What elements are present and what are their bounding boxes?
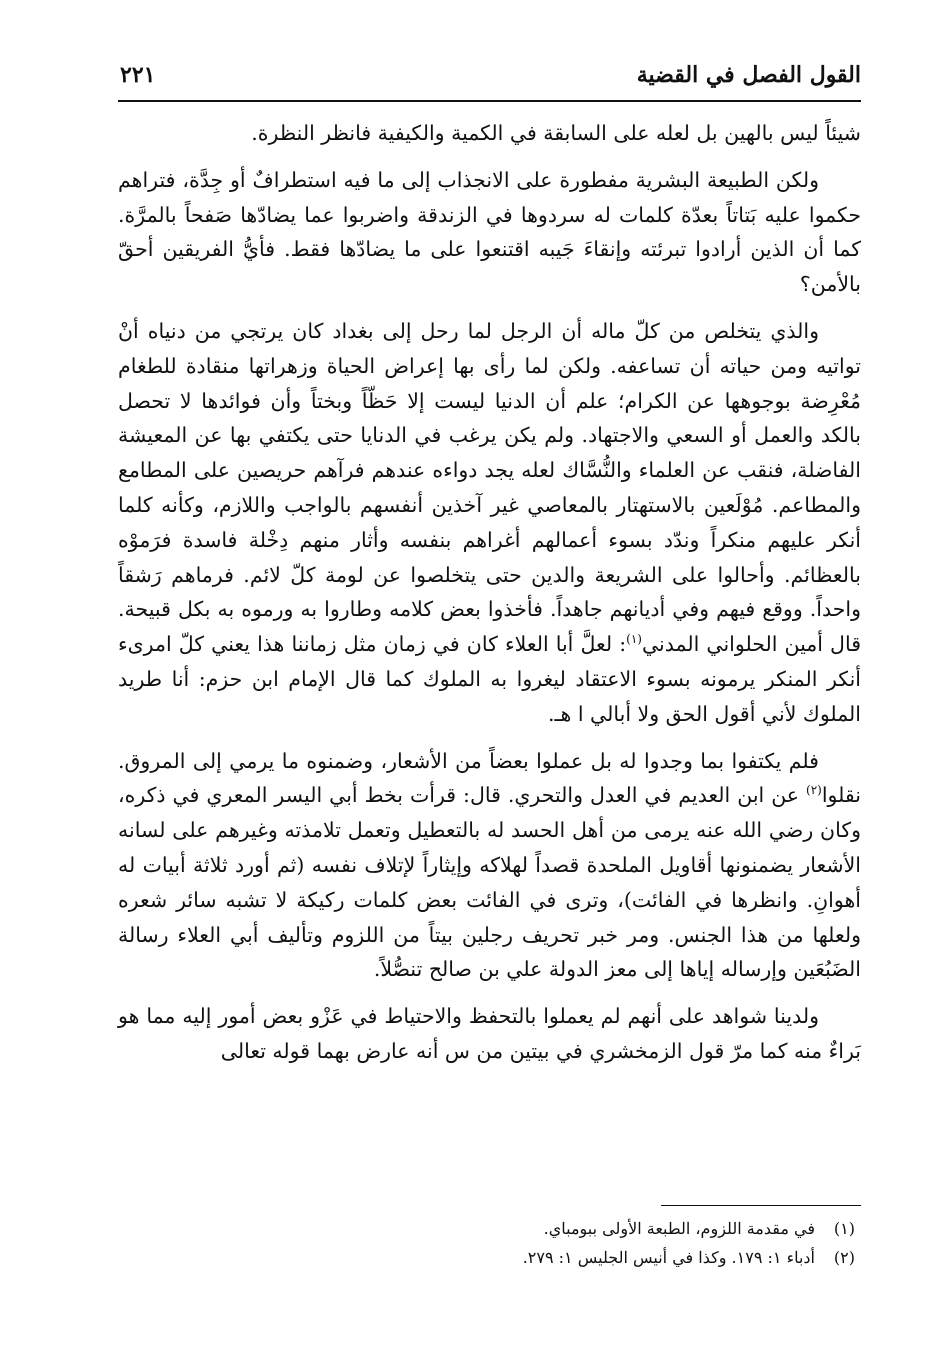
text-line: فتراهم حكموا عليه بَتاتاً بعدّة كلمات له سردوها في الزندقة واضربوا عما يضادّها	[118, 167, 862, 227]
text-line: والذي يتخلص من كلّ ماله أن الرجل لما رحل إلى بغداد كان يرتجي من دنياه أنْ	[118, 318, 819, 343]
text-line: بالكد والعمل أو السعي والاجتهاد. ولم يكن يرغب في الدنايا حتى يكتفي بها عن	[194, 423, 861, 448]
text-line: وغيرهم على لسانه الأشعار يضمنونها أقاويل الملحدة قصداً لهلاكه وإيثاراً لإتلاف نفسه	[118, 818, 861, 877]
text-line: مما هو بَراءٌ منه كما مرّ قول الزمخشري في بيتين من س أنه عارض بهما قوله تعالى	[118, 1004, 861, 1063]
page-number: ٢٢١	[120, 62, 156, 88]
text-line: اللزوم وتأليف أبي العلاء رسالة الضَبُعَين وإرساله إياها إلى معز الدولة علي بن صالح	[118, 922, 861, 982]
text-line-continuation: : لعلَّ أبا العلاء كان في زمان مثل زماننا هذا	[257, 632, 627, 657]
text-line: فرَموْه بالعظائم. وأحالوا على الشريعة والدين حتى يتخلصوا عن لومة كلّ لائم. فرماهم	[118, 527, 861, 587]
text-line: ولدينا شواهد على أنهم لم يعملوا بالتحفظ والاحتياط في عَزْو بعض أمور إليه	[182, 1004, 819, 1029]
text-line: يعني كلّ امرىء أنكر المنكر يرمونه بسوء الاعتقاد ليغروا به الملوك كما قال الإمام ابن	[118, 632, 862, 691]
text-line: ركيكة لا تشبه سائر شعره ولعلها من هذا الجنس. ومر خبر تحريف رجلين بيتاً من	[118, 887, 861, 947]
footnote-number: (١)	[833, 1219, 855, 1238]
text-line: مُعْرِضة بوجوهها عن الكرام؛ علم أن الدنيا ليست إلا حَظّاً وبختاً وأن فوائدها لا تحصل	[118, 388, 861, 413]
footnote-number: (٢)	[833, 1248, 855, 1267]
footnote	[118, 1243, 855, 1272]
paragraph	[118, 314, 861, 732]
text-line: المطامع والمطاعم. مُوْلَعين بالاستهتار بالمعاصي غير آخذين أنفسهم بالواجب واللازم،	[118, 458, 861, 517]
paragraph	[118, 744, 861, 988]
footnote-text: أدباء ١: ١٧٩. وكذا في أنيس الجليس ١: ٢٧٩.	[522, 1248, 815, 1267]
text-line: فلم يكتفوا بما وجدوا له بل عملوا بعضاً من الأشعار، وضمنوه ما يرمي إلى	[192, 748, 819, 773]
paragraph	[118, 999, 861, 1069]
text-line: المعيشة الفاضلة، فنقب عن العلماء والنُّسَّاك لعله يجد دواءه عندهم فرآهم حريصين على	[118, 423, 861, 483]
text-line: المروق. نقلوا	[118, 748, 861, 808]
paragraph	[118, 163, 861, 302]
paragraph	[118, 116, 861, 151]
running-title: القول الفصل في القضية	[636, 62, 861, 88]
text-line: الفريقين أحقّ بالأمن؟	[118, 237, 861, 297]
text-line: رَشقاً واحداً. ووقع فيهم وفي أديانهم جاهداً. فأخذوا بعض كلامه وطاروا به ورموه به	[118, 562, 861, 622]
footnote-marker: (٢)	[806, 783, 822, 798]
text-line: ولكن الطبيعة البشرية مفطورة على الانجذاب إلى ما فيه استطرافٌ أو جِدَّة،	[182, 167, 819, 192]
footnotes	[118, 1214, 855, 1272]
text-line: حزم: أنا طريد الملوك لأني أقول الحق ولا أبالي ا هـ.	[118, 666, 861, 726]
text-line: وكأنه كلما أنكر عليهم منكراً وندّد بسوء أعمالهم أغراهم بنفسه وأثار منهم دِخْلة فاسدة	[118, 492, 861, 552]
text-line: شيئاً ليس بالهين بل لعله على السابقة في الكمية والكيفية فانظر النظرة.	[251, 121, 861, 145]
text-line: صَفحاً بالمرَّة. كما أن الذين أرادوا تبرئته وإنقاءَ جَيبه اقتنعوا على ما يضادّها فقط. فأيُّ	[118, 202, 861, 262]
text-line: تنصُّلاً.	[373, 957, 423, 982]
text-line: (ثم أورد ثلاثة أبيات له أهوانِ. وانظرها في الفائت)، وترى في الفائت بعض كلمات	[118, 852, 861, 912]
body-text	[118, 116, 861, 1081]
footnote-text: في مقدمة اللزوم، الطبعة الأولى ببومباي.	[543, 1219, 815, 1238]
footnote	[118, 1214, 855, 1243]
text-line: تواتيه ومن حياته أن تساعفه. ولكن لما رأى بها إعراض الحياة وزهراتها منقادة للطغام	[118, 353, 861, 378]
text-line-continuation: عن ابن العديم في العدل والتحري. قال: قرأت بخط أبي اليسر	[274, 783, 807, 808]
text-line: المعري في ذكره، وكان رضي الله عنه يرمى من أهل الحسد له بالتعطيل وتعمل تلامذته	[118, 783, 861, 843]
footnote-divider	[661, 1205, 861, 1206]
page-header	[118, 58, 861, 102]
footnote-marker: (١)	[626, 632, 642, 647]
text-line: بكل قبيحة. قال أمين الحلواني المدني	[118, 597, 861, 657]
